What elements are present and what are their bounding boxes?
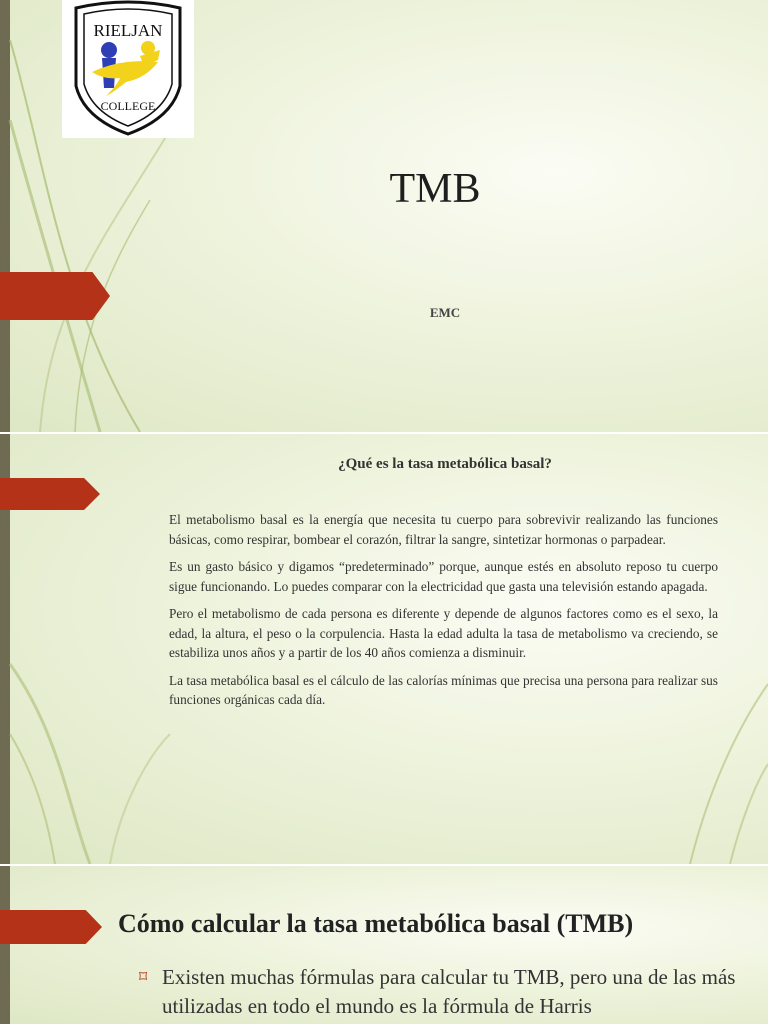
logo-school-name: RIELJAN <box>93 21 163 40</box>
paragraph: Pero el metabolismo de cada persona es diferente y depende de algunos factores como es el sexo, la edad, la altura, el peso o la corpulencia. Hasta la edad adulta la tasa de metabolismo va creciendo, se estabiliza unos años y a partir de los 40 años comienza a disminuir. <box>169 606 718 660</box>
bullet-icon: ⌑ <box>139 969 148 986</box>
paragraph: La tasa metabólica basal es el cálculo de las calorías mínimas que precisa una persona para realizar sus funciones orgánicas cada día. <box>169 672 718 707</box>
slide-heading: ¿Qué es la tasa metabólica basal? <box>338 456 552 472</box>
body-text <box>169 510 718 718</box>
content-slide <box>0 434 768 864</box>
paragraph: Es un gasto básico y digamos “predeterminado” porque, aunque estés en absoluto reposo tu cuerpo sigue funcionando. Lo puedes comparar con la electricidad que gasta una televisión estando apagada. <box>169 559 718 594</box>
content-slide <box>0 866 768 1024</box>
accent-arrow <box>0 478 100 510</box>
accent-arrow <box>0 910 102 944</box>
bullet-text: Existen muchas fórmulas para calcular tu TMB, pero una de las más utilizadas en todo el mundo es la fórmula de Harris <box>162 965 736 1018</box>
slide-subtitle: EMC <box>429 305 461 320</box>
logo-school-type: COLLEGE <box>100 99 156 113</box>
title-slide <box>0 0 768 432</box>
left-bar <box>0 866 10 1024</box>
slide-title: TMB <box>389 166 481 212</box>
school-logo <box>62 0 194 138</box>
slide-heading: Cómo calcular la tasa metabólica basal (TMB) <box>118 909 634 938</box>
accent-arrow <box>0 272 110 320</box>
paragraph: El metabolismo basal es la energía que necesita tu cuerpo para sobrevivir realizando las funciones básicas, como respirar, bombear el corazón, filtrar la sangre, sintetizar hormonas o parpadear. <box>169 512 718 547</box>
